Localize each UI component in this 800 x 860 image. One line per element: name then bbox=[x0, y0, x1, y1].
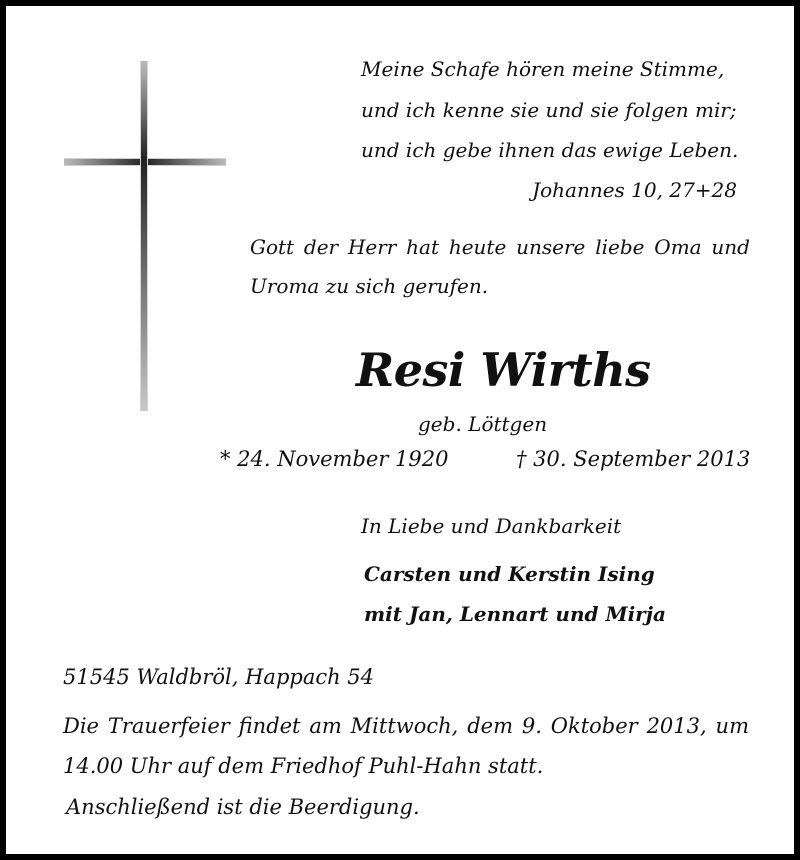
mourners-line-1: Carsten und Kerstin Ising bbox=[364, 562, 655, 586]
cross-icon bbox=[64, 61, 226, 411]
birth-name: geb. Löttgen bbox=[418, 412, 548, 436]
verse-line-2: und ich kenne sie und sie folgen mir; bbox=[361, 98, 737, 122]
address: 51545 Waldbröl, Happach 54 bbox=[63, 665, 375, 689]
verse-line-1: Meine Schafe hören meine Stimme, bbox=[361, 57, 725, 81]
verse-line-3: und ich gebe ihnen das ewige Leben. bbox=[361, 138, 739, 162]
intro-line-2: Uroma zu sich gerufen. bbox=[250, 274, 489, 298]
deceased-name: Resi Wirths bbox=[356, 343, 651, 397]
service-line-2: 14.00 Uhr auf dem Friedhof Puhl-Hahn statt. bbox=[63, 754, 544, 778]
thanks-line: In Liebe und Dankbarkeit bbox=[361, 514, 622, 538]
verse-reference: Johannes 10, 27+28 bbox=[532, 178, 737, 202]
service-line-3: Anschließend ist die Beerdigung. bbox=[66, 795, 420, 819]
mourners-line-2: mit Jan, Lennart und Mirja bbox=[364, 602, 666, 626]
intro-line-1: Gott der Herr hat heute unsere liebe Oma und bbox=[250, 235, 750, 259]
death-date: † 30. September 2013 bbox=[516, 447, 751, 471]
service-line-1: Die Trauerfeier findet am Mittwoch, dem 9. Oktober 2013, um bbox=[63, 714, 749, 738]
birth-date: * 24. November 1920 bbox=[220, 447, 449, 471]
